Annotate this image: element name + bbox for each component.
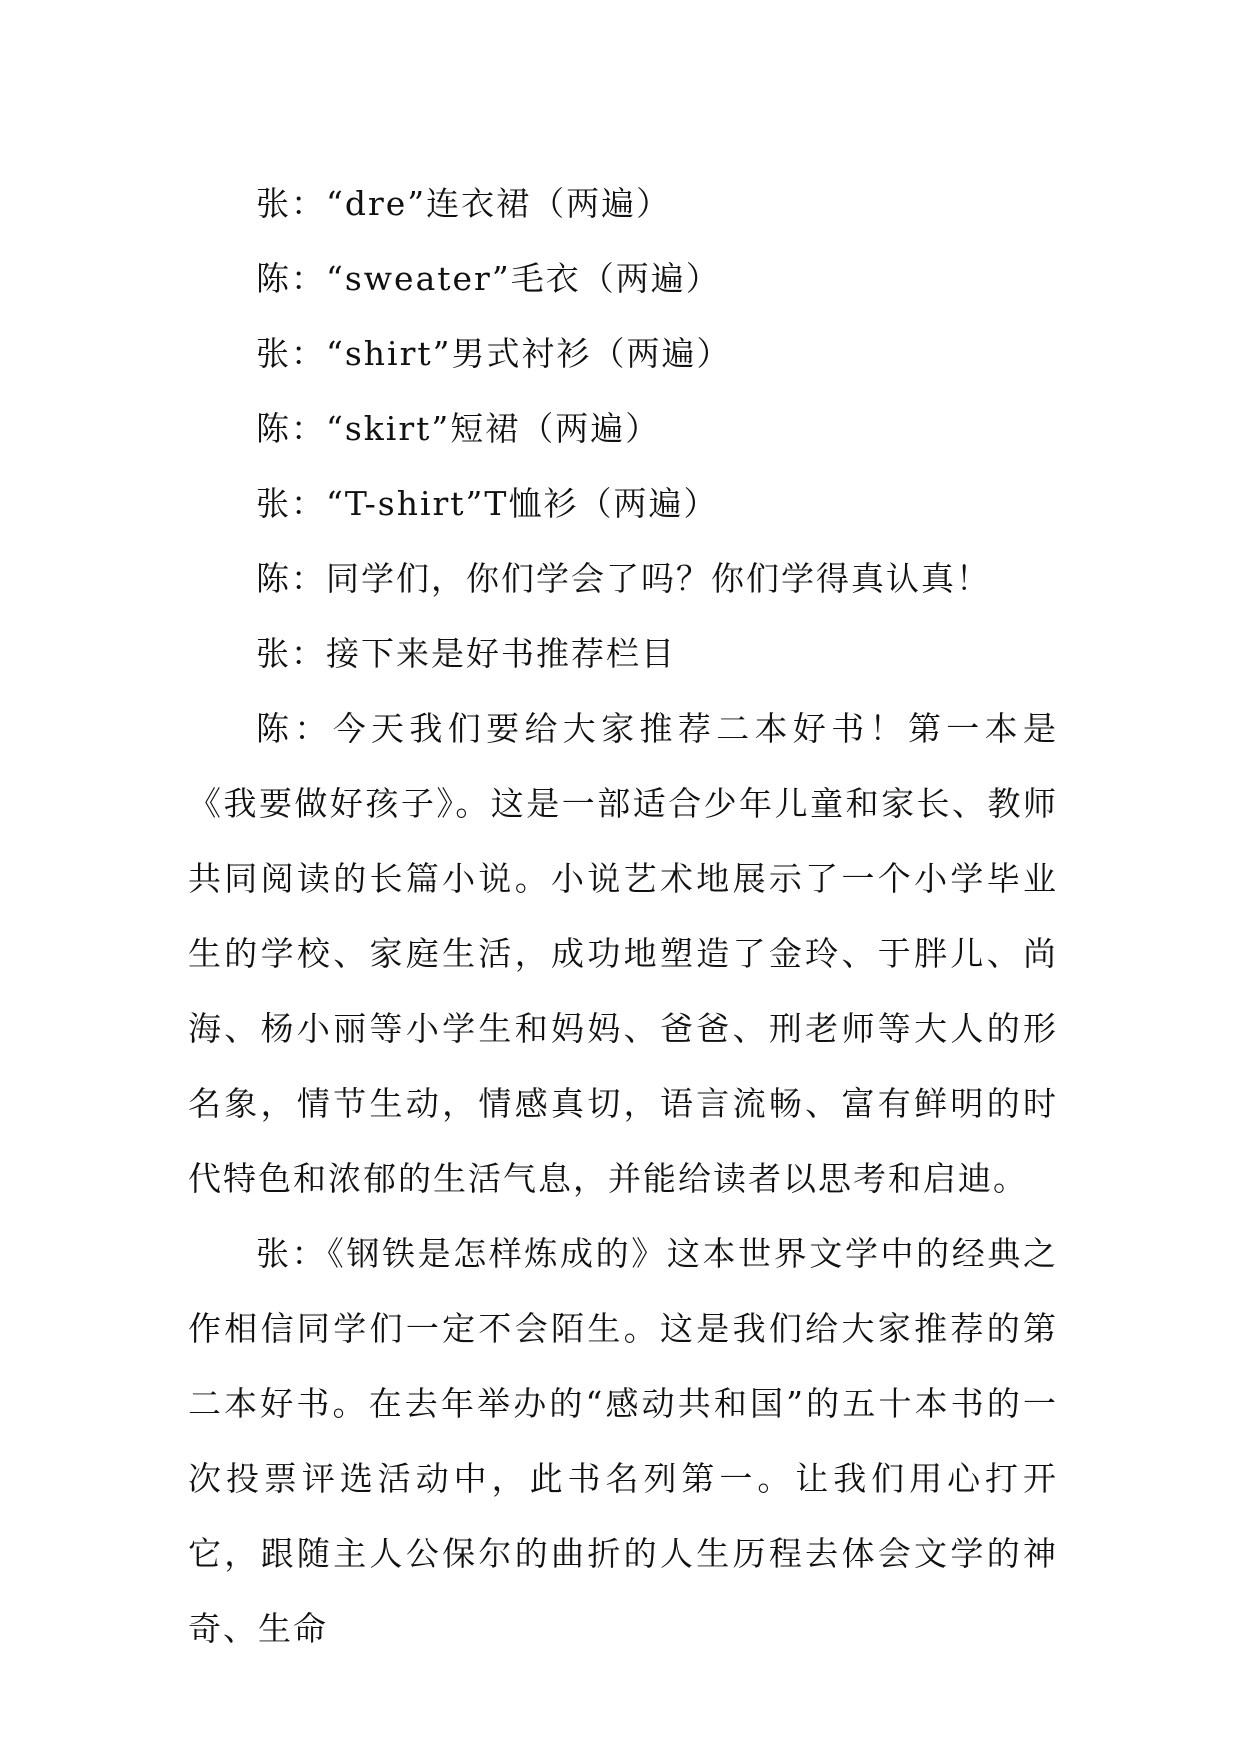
speaker-label: 张： <box>256 484 326 523</box>
paragraph-text: 今天我们要给大家推荐二本好书！第一本是《我要做好孩子》。这是一部适合少年儿童和家长、教师共同阅读的长篇小说。小说艺术地展示了一个小学毕业生的学校、家庭生活，成功地塑造了金玲、于胖儿、尚海、杨小丽等小学生和妈妈、爸爸、刑老师等大人的形名象，情节生动，情感真切，语言流畅、富有鲜明的时代特色和浓郁的生活气息，并能给读者以思考和启迪。 <box>188 709 1059 1198</box>
dialogue-line <box>188 166 1058 241</box>
dialogue-text: 同学们，你们学会了吗？你们学得真认真！ <box>326 559 991 598</box>
dialogue-line <box>188 466 1058 541</box>
book-recommendation-paragraph <box>188 691 1058 1216</box>
speaker-label: 陈： <box>256 709 333 748</box>
speaker-label: 张： <box>256 1234 328 1273</box>
document-body <box>188 166 1058 1666</box>
dialogue-line <box>188 241 1058 316</box>
dialogue-line <box>188 391 1058 466</box>
dialogue-line <box>188 616 1058 691</box>
paragraph-text: 《钢铁是怎样炼成的》这本世界文学中的经典之作相信同学们一定不会陌生。这是我们给大家推荐的第二本好书。在去年举办的“感动共和国”的五十本书的一次投票评选活动中，此书名列第一。让我们用心打开它，跟随主人公保尔的曲折的人生历程去体会文学的神奇、生命 <box>188 1234 1059 1648</box>
dialogue-line <box>188 541 1058 616</box>
speaker-label: 陈： <box>256 259 326 298</box>
dialogue-text: “skirt”短裙（两遍） <box>326 409 661 448</box>
dialogue-line <box>188 316 1058 391</box>
dialogue-text: “T-shirt”T恤衫（两遍） <box>326 484 719 523</box>
dialogue-text: “shirt”男式衬衫（两遍） <box>326 334 732 373</box>
speaker-label: 张： <box>256 334 326 373</box>
speaker-label: 陈： <box>256 409 326 448</box>
book-recommendation-paragraph <box>188 1216 1058 1666</box>
speaker-label: 张： <box>256 184 326 223</box>
dialogue-text: 接下来是好书推荐栏目 <box>326 634 676 673</box>
speaker-label: 陈： <box>256 559 326 598</box>
speaker-label: 张： <box>256 634 326 673</box>
dialogue-text: “dre”连衣裙（两遍） <box>326 184 672 223</box>
dialogue-text: “sweater”毛衣（两遍） <box>326 259 721 298</box>
